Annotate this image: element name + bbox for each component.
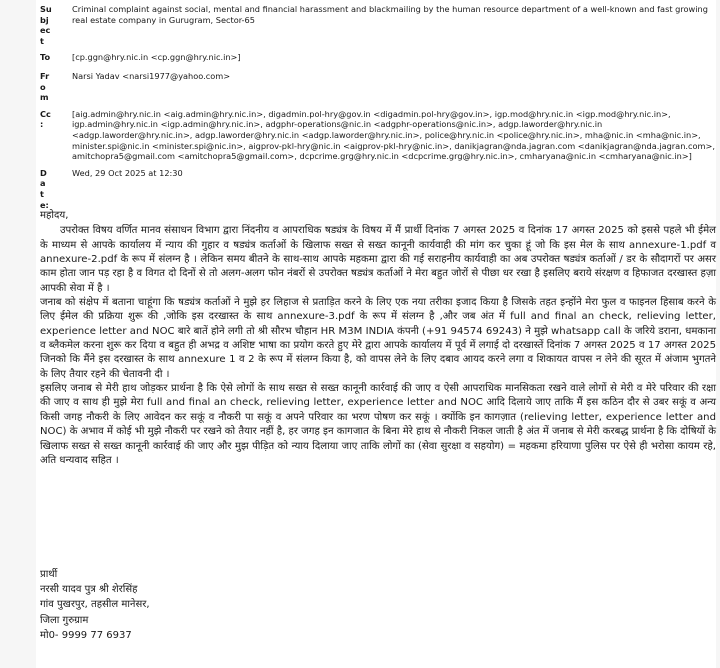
date-value: Wed, 29 Oct 2025 at 12:30 — [72, 167, 183, 178]
email-page — [36, 0, 716, 668]
signature-line-4: जिला गुरुग्राम — [40, 614, 89, 626]
signature-line-3: गांव पुखरपुर, तहसील मानेसर, — [40, 599, 150, 611]
to-row — [40, 48, 716, 69]
subject-label: Su bj ec t — [40, 4, 52, 46]
body-paragraph-1: उपरोक्त विषय वर्णित मानव संसाधन विभाग द्वारा निंदनीय व आपराधिक षड्यंत्र के विषय में मैं प्रार्थी दिनांक 7 अगस्त 2025 व दिनांक 17 अगस्त 2025 को इससे पहले भी ईमेल के माध्यम से आपके कार्यालय में न्याय की गुहार व षड्यंत्र कर्ताओं के खिलाफ सख्त से सख्त कानूनी कार्यवाही की मांग कर चुका हूं जो कि इस मेल के साथ annexure-1.pdf व annexure-2.pdf के रूप में संलग्न है । लेकिन समय बीतने के साथ-साथ आपके महकमा द्वारा की गई सराहनीय कार्यवाही का अब उपरोक्त षड्यंत्र कर्ताओं / डर के सौदागरों पर असर काम होता जान पड़ रहा है व विगत दो दिनों से तो अलग-अलग फोन नंबरों से उपरोक्त षड्यंत्र कर्ताओं ने मेरा बहुत जोरों से पीछा धर रखा है इसलिए बराये संरक्षण व हिफाजत दरखास्त हज़ा आपकी सेवा में है । — [40, 225, 716, 294]
to-value[interactable]: [cp.ggn@hry.nic.in <cp.ggn@hry.nic.in>] — [72, 52, 241, 63]
cc-value[interactable]: [aig.admin@hry.nic.in <aig.admin@hry.nic.in>, digadmin.pol-hry@gov.in <digadmin.pol-hry@gov.in>, igp.mod@hry.nic.in <igp.mod@hry.nic.in>, igp.admin@hry.nic.in <igp.admin@hry.nic.in>, adgphr-operations@nic.in <adgphr-operations@nic.in>, adgp.laworder@hry.nic.in <adgp.laworder@hry.nic.in>, adgp.laworder@hry.nic.in <adgp.laworder@hry.nic.in>, police@hry.nic.in <police@hry.nic.in>, mha@nic.in <mha@nic.in>, minister.spi@nic.in <minister.spi@nic.in>, aigprov-pkl-hry@nic.in <aigprov-pkl-hry@nic.in>, danikjagran@nda.jagran.com <danikjagran@nda.jagran.com>, amitchopra5@gmail.com <amitchopra5@gmail.com>, dcpcrime.grg@hry.nic.in <dcpcrime.grg@hry.nic.in>, cmharyana@nic.in <cmharyana@nic.in>] — [72, 108, 715, 162]
date-row — [40, 166, 716, 210]
body-paragraph-2: जनाब को संक्षेप में बताना चाहूंगा कि षड्यंत्र कर्ताओं ने मुझे हर लिहाज से प्रताड़ित करने के लिए एक नया तरीका इजाद किया है जिसके तहत इन्होंने मेरा फुल व फाइनल हिसाब करने के लिए ईमेल की प्रक्रिया शुरू की ,जोकि इस दरखास्त के साथ annexure-3.pdf के रूप में संलग्न है ,और जब अंत में full and final an check, relieving letter, experience letter and NOC बारे बातें होने लगी तो श्री सौरभ चौहान HR M3M INDIA कंपनी (+91 94574 69243) ने मुझे whatsapp call के जरिये डराना, धमकाना व ब्लैकमेल करना शुरू कर दिया व बहुत ही अभद्र व अशिष्ट भाषा का प्रयोग करते हुए मेरे द्वारा आपके कार्यालय में पूर्व में लगाई दो दरखास्तें दिनांक 7 अगस्त 2025 व 17 अगस्त 2025 जिनको कि मैंने इस दरखास्त के साथ annexure 1 व 2 के रूप में संलग्न किया है, को वापस लेने के लिए दबाव आयद करने लगा व शिकायत वापस न लेने की सूरत में अंजाम भुगतने के लिए तैयार रहने की चेतावनी दी । — [40, 297, 716, 380]
date-label: Da te: — [40, 167, 49, 210]
cc-row — [40, 107, 716, 166]
signature-block — [40, 567, 150, 643]
subject-row — [40, 4, 716, 48]
from-label: Fr o m — [40, 70, 50, 103]
signature-line-2: नरसी यादव पुत्र श्री शेरसिंह — [40, 584, 138, 596]
to-label: To — [40, 52, 51, 63]
salutation: महोदय, — [40, 210, 69, 221]
from-value[interactable]: Narsi Yadav <narsi1977@yahoo.com> — [72, 70, 231, 81]
signature-line-5: मो0- 9999 77 6937 — [40, 629, 132, 641]
cc-label: Cc : — [40, 108, 51, 130]
email-header — [40, 4, 716, 210]
body-paragraph-3: इसलिए जनाब से मेरी हाथ जोड़कर प्रार्थना है कि ऐसे लोगों के साथ सख्त से सख्त कानूनी कार्रवाई की जाए व ऐसी आपराधिक मानसिकता रखने वाले लोगों से मेरी व मेरे परिवार की रक्षा की जाए व साथ ही मुझे मेरा full and final an check, relieving letter, experience letter and NOC आदि दिलाये जाए ताकि मैं इस कठिन दौर से उबर सकूं व अन्य किसी जगह नौकरी के लिए आवेदन कर सकूं व नौकरी पा सकूं व अपने परिवार का भरण पोषण कर सकूं । क्योंकि इन कागज़ात (relieving letter, experience letter and NOC) के अभाव में कोई भी मुझे नौकरी पर रखने को तैयार नहीं है, हर जगह इन कागजात के बिना मेरे हाथ से नौकरी निकल जाती है अंत में जनाब से मेरी करबद्ध प्रार्थना है कि दोषियों के खिलाफ सख्त से सख्त कानूनी कार्रवाई की जाए और मुझ पीड़ित को न्याय दिलाया जाए ताकि लोगों का (सेवा सुरक्षा व सहयोग) = महकमा हरियाणा पुलिस पर ऐसे ही भरोसा कायम रहे, अति धन्यवाद सहित । — [40, 383, 716, 466]
from-row — [40, 69, 716, 107]
subject-value: Criminal complaint against social, mental and financial harassment and blackmailing by the human resource department of a well-known and fast growing real estate company in Gurugram, Sector-65 — [72, 4, 708, 25]
signature-line-1: प्रार्थी — [40, 569, 58, 580]
email-body — [40, 209, 716, 468]
